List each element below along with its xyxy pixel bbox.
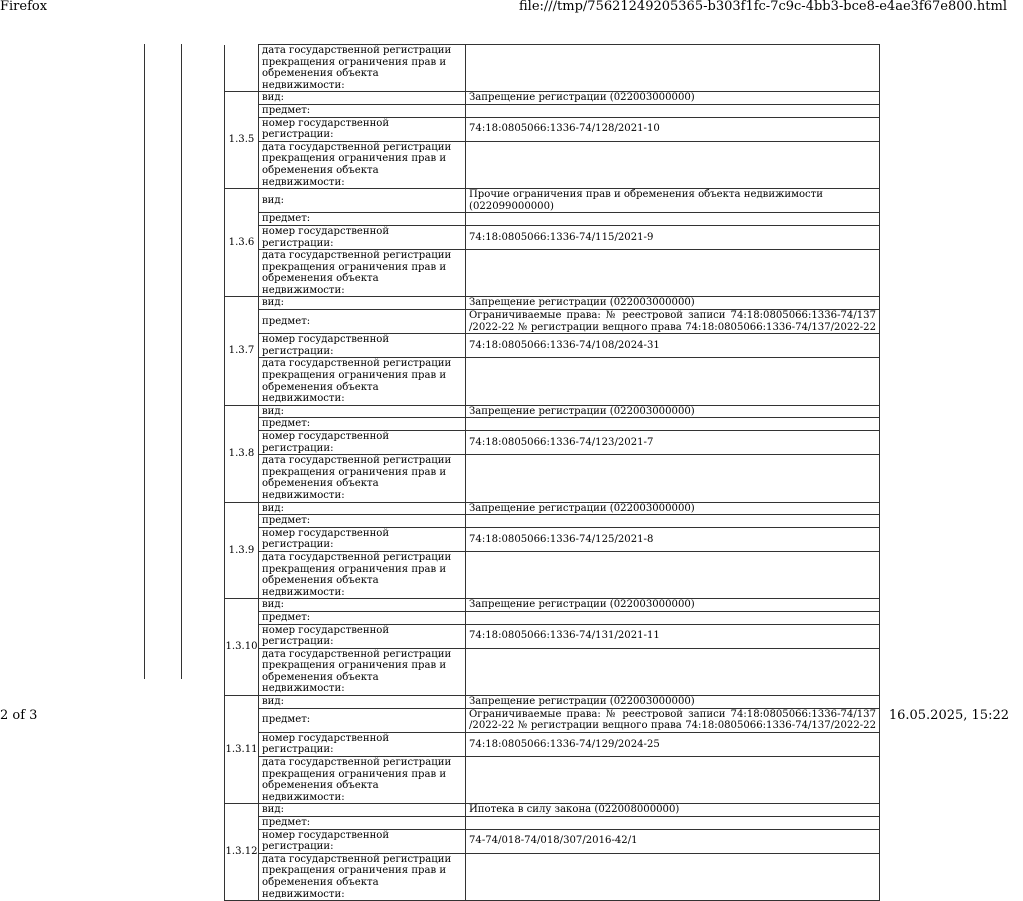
value-predmet (466, 817, 880, 830)
table-row (225, 189, 880, 213)
value-data (466, 757, 880, 804)
label-predmet: предмет: (259, 213, 466, 226)
label-nomer: номер государственной регистрации: (259, 527, 466, 551)
label-vid: вид: (259, 92, 466, 105)
value-nomer: 74-74/018-74/018/307/2016-42/1 (466, 829, 880, 853)
label-predmet: предмет: (259, 708, 466, 732)
value-vid: Запрещение регистрации (022003000000) (466, 696, 880, 709)
value-nomer: 74:18:0805066:1336-74/128/2021-10 (466, 117, 880, 141)
entry-number: 1.3.10 (225, 599, 259, 696)
value-predmet (466, 418, 880, 431)
label-data: дата государственной регистрации прекращения ограничения прав и обременения объекта недвижимости: (259, 757, 466, 804)
table-row (225, 599, 880, 612)
label-predmet: предмет: (259, 817, 466, 830)
label-vid: вид: (259, 189, 466, 213)
table-row (225, 817, 880, 830)
value-predmet (466, 104, 880, 117)
value-vid: Прочие ограничения прав и обременения объекта недвижимости (022099000000) (466, 189, 880, 213)
table-row (225, 696, 880, 709)
label-predmet: предмет: (259, 104, 466, 117)
table-row (225, 515, 880, 528)
table-row (225, 92, 880, 105)
label-nomer: номер государственной регистрации: (259, 624, 466, 648)
table-row (225, 297, 880, 310)
table-row (225, 104, 880, 117)
label-data: дата государственной регистрации прекращения ограничения прав и обременения объекта недвижимости: (259, 455, 466, 502)
value-data (466, 648, 880, 695)
value-nomer: 74:18:0805066:1336-74/108/2024-31 (466, 334, 880, 358)
table-row (225, 757, 880, 804)
label-data: дата государственной регистрации прекращения ограничения прав и обременения объекта недвижимости: (259, 551, 466, 598)
table-row (225, 624, 880, 648)
value-data (466, 358, 880, 405)
label-vid: вид: (259, 599, 466, 612)
table-row (225, 250, 880, 297)
table-row (225, 527, 880, 551)
label-vid: вид: (259, 405, 466, 418)
table-row (225, 418, 880, 431)
table-row (225, 117, 880, 141)
page-counter: 2 of 3 (0, 708, 38, 723)
label-vid: вид: (259, 696, 466, 709)
value-predmet: Ограничиваемые права: № реестровой записи 74:18:0805066:1336-74/137 /2022-22 № регистрации вещного права 74:18:0805066:1336-74/137/2022-22 (466, 708, 880, 732)
label-data: дата государственной регистрации прекращения ограничения прав и обременения объекта недвижимости: (259, 853, 466, 900)
label-data: дата государственной регистрации прекращения ограничения прав и обременения объекта недвижимости: (259, 141, 466, 188)
table-row (225, 358, 880, 405)
label-data: дата государственной регистрации прекращения ограничения прав и обременения объекта недвижимости: (259, 45, 466, 92)
table-row-partial (225, 45, 880, 92)
table-row (225, 334, 880, 358)
table-row (225, 431, 880, 455)
value-data (466, 455, 880, 502)
value-nomer: 74:18:0805066:1336-74/125/2021-8 (466, 527, 880, 551)
value-data (466, 141, 880, 188)
value-data (466, 250, 880, 297)
browser-app-name: Firefox (0, 0, 48, 14)
table-row (225, 455, 880, 502)
entry-number: 1.3.5 (225, 92, 259, 189)
entry-number: 1.3.7 (225, 297, 259, 405)
encumbrance-table (224, 44, 880, 901)
left-margin-line-2 (181, 44, 182, 679)
table-row (225, 708, 880, 732)
label-nomer: номер государственной регистрации: (259, 117, 466, 141)
label-vid: вид: (259, 804, 466, 817)
label-vid: вид: (259, 502, 466, 515)
table-row (225, 551, 880, 598)
value-nomer: 74:18:0805066:1336-74/123/2021-7 (466, 431, 880, 455)
label-nomer: номер государственной регистрации: (259, 431, 466, 455)
table-row (225, 502, 880, 515)
value-data (466, 853, 880, 900)
value-vid: Ипотека в силу закона (022008000000) (466, 804, 880, 817)
entry-number-cell (225, 45, 259, 92)
value-nomer: 74:18:0805066:1336-74/129/2024-25 (466, 732, 880, 756)
label-nomer: номер государственной регистрации: (259, 829, 466, 853)
entry-number: 1.3.9 (225, 502, 259, 599)
entry-number: 1.3.11 (225, 696, 259, 804)
label-predmet: предмет: (259, 611, 466, 624)
table-row (225, 611, 880, 624)
value-predmet (466, 213, 880, 226)
value-nomer: 74:18:0805066:1336-74/131/2021-11 (466, 624, 880, 648)
value-vid: Запрещение регистрации (022003000000) (466, 599, 880, 612)
label-predmet: предмет: (259, 418, 466, 431)
print-datetime: 16.05.2025, 15:22 (888, 708, 1009, 723)
label-predmet: предмет: (259, 310, 466, 334)
left-margin-line-1 (144, 44, 145, 679)
table-row (225, 310, 880, 334)
table-row (225, 225, 880, 249)
table-row (225, 213, 880, 226)
label-nomer: номер государственной регистрации: (259, 334, 466, 358)
table-row (225, 804, 880, 817)
value-vid: Запрещение регистрации (022003000000) (466, 297, 880, 310)
table-row (225, 829, 880, 853)
value-vid: Запрещение регистрации (022003000000) (466, 502, 880, 515)
label-nomer: номер государственной регистрации: (259, 225, 466, 249)
value-vid: Запрещение регистрации (022003000000) (466, 92, 880, 105)
entry-number: 1.3.8 (225, 405, 259, 502)
table-row (225, 732, 880, 756)
value-nomer: 74:18:0805066:1336-74/115/2021-9 (466, 225, 880, 249)
page-url: file:///tmp/75621249205365-b303f1fc-7c9c-4bb3-bce8-e4ae3f67e800.html (519, 0, 1007, 14)
entry-number: 1.3.12 (225, 804, 259, 901)
table-row (225, 141, 880, 188)
table-row (225, 405, 880, 418)
table-row (225, 853, 880, 900)
label-data: дата государственной регистрации прекращения ограничения прав и обременения объекта недвижимости: (259, 358, 466, 405)
label-vid: вид: (259, 297, 466, 310)
label-data: дата государственной регистрации прекращения ограничения прав и обременения объекта недвижимости: (259, 648, 466, 695)
value-vid: Запрещение регистрации (022003000000) (466, 405, 880, 418)
value-data (466, 45, 880, 92)
label-data: дата государственной регистрации прекращения ограничения прав и обременения объекта недвижимости: (259, 250, 466, 297)
entry-number: 1.3.6 (225, 189, 259, 297)
value-data (466, 551, 880, 598)
table-row (225, 648, 880, 695)
label-nomer: номер государственной регистрации: (259, 732, 466, 756)
value-predmet: Ограничиваемые права: № реестровой записи 74:18:0805066:1336-74/137 /2022-22 № регистрации вещного права 74:18:0805066:1336-74/137/2022-22 (466, 310, 880, 334)
label-predmet: предмет: (259, 515, 466, 528)
value-predmet (466, 611, 880, 624)
value-predmet (466, 515, 880, 528)
